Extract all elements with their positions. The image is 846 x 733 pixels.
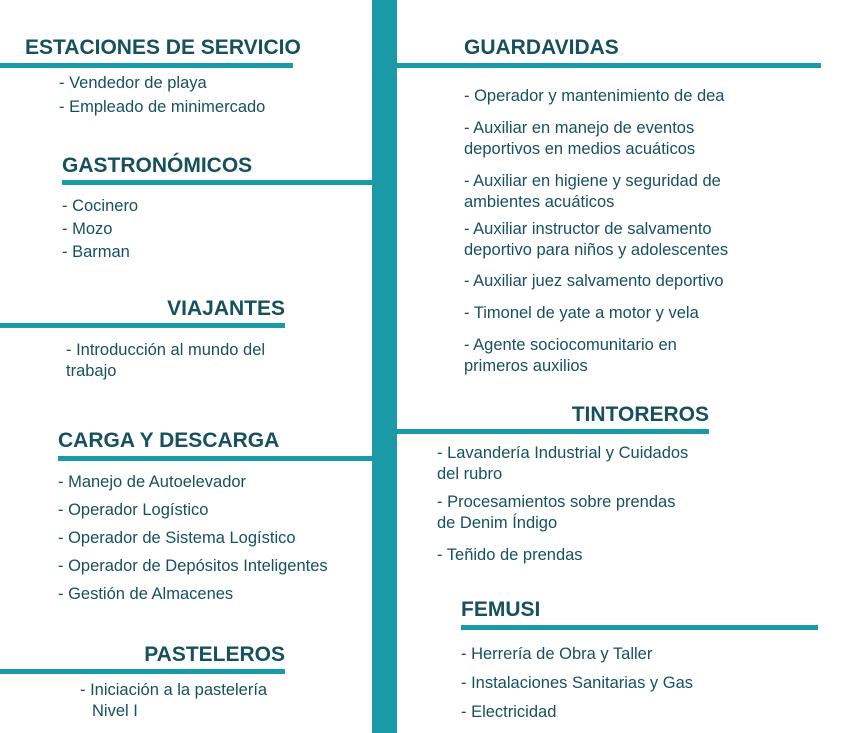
central-spine — [372, 0, 397, 733]
section-title: FEMUSI — [461, 598, 541, 621]
list-item: - Agente sociocomunitario en — [464, 336, 677, 354]
list-item: - Timonel de yate a motor y vela — [464, 304, 699, 322]
list-item: - Procesamientos sobre prendas — [437, 493, 676, 511]
list-item: deportivos en medios acuáticos — [464, 140, 696, 158]
section-title: CARGA Y DESCARGA — [58, 429, 280, 452]
list-item: deportivo para niños y adolescentes — [464, 241, 729, 259]
list-item: - Cocinero — [62, 197, 139, 215]
branch-bar — [461, 625, 818, 630]
section-title: ESTACIONES DE SERVICIO — [25, 36, 301, 59]
list-item: - Operador y mantenimiento de dea — [464, 87, 725, 105]
list-item: - Teñido de prendas — [437, 546, 583, 564]
list-item: trabajo — [66, 362, 117, 380]
list-item: - Lavandería Industrial y Cuidados — [437, 444, 689, 462]
list-item: - Gestión de Almacenes — [58, 585, 234, 603]
list-item: ambientes acuáticos — [464, 193, 615, 211]
list-item: - Auxiliar instructor de salvamento — [464, 220, 712, 238]
section-title: GASTRONÓMICOS — [62, 154, 253, 177]
branch-bar — [62, 180, 374, 185]
section-title: TINTOREROS — [571, 403, 709, 426]
list-item: - Operador de Depósitos Inteligentes — [58, 557, 328, 575]
section-title: VIAJANTES — [167, 297, 285, 320]
list-item: - Operador de Sistema Logístico — [58, 529, 296, 547]
list-item: - Electricidad — [461, 703, 557, 721]
branch-bar — [0, 323, 285, 328]
list-item: Nivel I — [92, 702, 138, 720]
list-item: - Mozo — [62, 220, 113, 238]
list-item: - Iniciación a la pastelería — [80, 681, 268, 699]
list-item: - Barman — [62, 243, 130, 261]
list-item: de Denim Índigo — [437, 514, 558, 532]
list-item: - Operador Logístico — [58, 501, 209, 519]
section-title: GUARDAVIDAS — [464, 36, 619, 59]
list-item: del rubro — [437, 465, 503, 483]
list-item: - Herrería de Obra y Taller — [461, 645, 653, 663]
list-item: - Introducción al mundo del — [66, 341, 266, 359]
branch-bar — [0, 63, 293, 68]
list-item: - Vendedor de playa — [59, 74, 207, 92]
branch-bar — [58, 456, 374, 461]
list-item: primeros auxilios — [464, 357, 588, 375]
list-item: - Manejo de Autoelevador — [58, 473, 247, 491]
section-title: PASTELEROS — [144, 643, 285, 666]
list-item: - Auxiliar en manejo de eventos — [464, 119, 695, 137]
branch-bar — [397, 63, 821, 68]
list-item: - Auxiliar juez salvamento deportivo — [464, 272, 724, 290]
branch-bar — [0, 669, 285, 674]
list-item: - Instalaciones Sanitarias y Gas — [461, 674, 694, 692]
list-item: - Empleado de minimercado — [59, 98, 266, 116]
list-item: - Auxiliar en higiene y seguridad de — [464, 172, 721, 190]
branch-bar — [397, 429, 709, 434]
